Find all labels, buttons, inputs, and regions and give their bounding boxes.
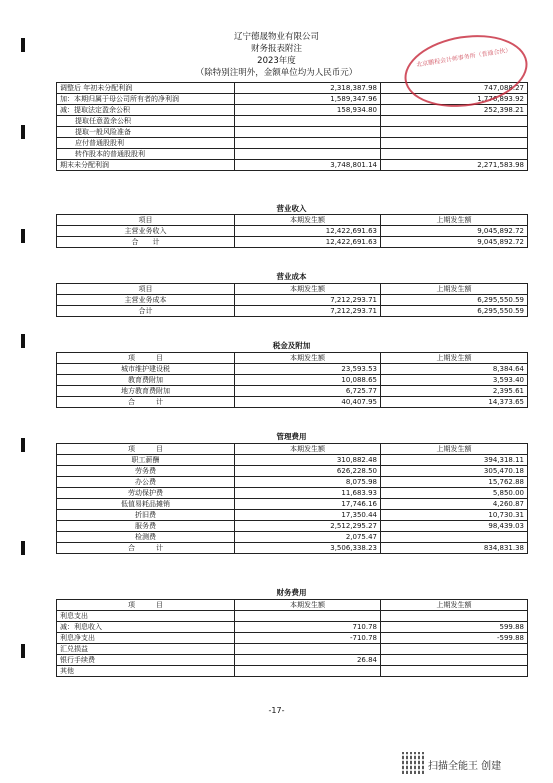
- binding-mark: [21, 541, 25, 555]
- row-label: 地方教育费附加: [57, 386, 235, 397]
- table-row: [57, 510, 528, 521]
- cost-table: [56, 283, 528, 317]
- table-row: [57, 138, 528, 149]
- column-header-prior: 上期发生额: [381, 284, 528, 295]
- table-header-row: [57, 353, 528, 364]
- section-title-tax: 税金及附加: [272, 341, 311, 350]
- table-row: [57, 666, 528, 677]
- current-amount: 7,212,293.71: [235, 295, 381, 306]
- column-header-prior: 上期发生额: [381, 353, 528, 364]
- row-label: 减：提取法定盈余公积: [57, 105, 235, 116]
- column-header-current: 本期发生额: [235, 600, 381, 611]
- row-label: 低值易耗品摊销: [57, 499, 235, 510]
- current-amount: 2,318,387.98: [235, 83, 381, 94]
- current-amount: 1,589,347.96: [235, 94, 381, 105]
- current-amount: 8,075.98: [235, 477, 381, 488]
- table-row: [57, 455, 528, 466]
- row-label: 办公费: [57, 477, 235, 488]
- current-amount: [235, 644, 381, 655]
- binding-mark: [21, 334, 25, 348]
- tax-table: [56, 352, 528, 408]
- prior-amount: [381, 666, 528, 677]
- current-amount: 3,748,801.14: [235, 160, 381, 171]
- current-amount: 12,422,691.63: [235, 226, 381, 237]
- current-amount: 6,725.77: [235, 386, 381, 397]
- column-header-current: 本期发生额: [235, 444, 381, 455]
- company-name: 辽宁德晟物业有限公司: [233, 32, 319, 42]
- seal-text: 北京鹏程会计师事务所（普通合伙）: [415, 46, 512, 69]
- current-amount: 17,746.16: [235, 499, 381, 510]
- report-year: 2023年度: [257, 56, 296, 66]
- current-amount: 626,228.50: [235, 466, 381, 477]
- column-header-prior: 上期发生额: [381, 600, 528, 611]
- table-row: [57, 386, 528, 397]
- revenue-table: [56, 214, 528, 248]
- prior-amount: 5,850.00: [381, 488, 528, 499]
- page-number: -17-: [268, 706, 285, 715]
- current-amount: 310,882.48: [235, 455, 381, 466]
- row-label: 劳务费: [57, 466, 235, 477]
- table-row: [57, 655, 528, 666]
- row-label: 提取一般风险准备: [57, 127, 235, 138]
- prior-amount: [381, 655, 528, 666]
- current-amount: -710.78: [235, 633, 381, 644]
- prior-amount: 9,045,892.72: [381, 237, 528, 248]
- prior-amount: [381, 116, 528, 127]
- column-header-current: 本期发生额: [235, 284, 381, 295]
- current-amount: [235, 138, 381, 149]
- row-label: 合 计: [57, 397, 235, 408]
- prior-amount: -599.88: [381, 633, 528, 644]
- prior-amount: [381, 611, 528, 622]
- table-row: [57, 116, 528, 127]
- row-label: 提取任意盈余公积: [57, 116, 235, 127]
- document-title: 财务报表附注: [250, 44, 302, 54]
- table-header-row: [57, 284, 528, 295]
- prior-amount: 599.88: [381, 622, 528, 633]
- column-header-item: 项目: [57, 215, 235, 226]
- row-label: 合计: [57, 306, 235, 317]
- watermark-text: 扫描全能王 创建: [428, 761, 502, 772]
- row-label: 其他: [57, 666, 235, 677]
- table-row: [57, 622, 528, 633]
- prior-amount: 14,373.65: [381, 397, 528, 408]
- current-amount: [235, 127, 381, 138]
- table-row: [57, 226, 528, 237]
- row-label: 利息支出: [57, 611, 235, 622]
- prior-amount: 747,088.27: [381, 83, 528, 94]
- prior-amount: 10,730.31: [381, 510, 528, 521]
- prior-amount: 1,776,893.92: [381, 94, 528, 105]
- table-row: [57, 306, 528, 317]
- row-label: 折旧费: [57, 510, 235, 521]
- prior-amount: 252,398.21: [381, 105, 528, 116]
- column-header-prior: 上期发生额: [381, 444, 528, 455]
- table-row: [57, 532, 528, 543]
- current-amount: 710.78: [235, 622, 381, 633]
- binding-mark: [21, 125, 25, 139]
- binding-mark: [21, 438, 25, 452]
- column-header-current: 本期发生额: [235, 353, 381, 364]
- row-label: 应付普通股股利: [57, 138, 235, 149]
- table-row: [57, 364, 528, 375]
- current-amount: [235, 666, 381, 677]
- column-header-item: 项 目: [57, 353, 235, 364]
- table-row: [57, 521, 528, 532]
- prior-amount: 2,271,583.98: [381, 160, 528, 171]
- column-header-item: 项 目: [57, 600, 235, 611]
- row-label: 主营业务成本: [57, 295, 235, 306]
- row-label: 减：利息收入: [57, 622, 235, 633]
- current-amount: 2,512,295.27: [235, 521, 381, 532]
- current-amount: 158,934.80: [235, 105, 381, 116]
- row-label: 检测费: [57, 532, 235, 543]
- row-label: 银行手续费: [57, 655, 235, 666]
- prior-amount: 6,295,550.59: [381, 306, 528, 317]
- current-amount: 17,350.44: [235, 510, 381, 521]
- current-amount: [235, 149, 381, 160]
- table-row: [57, 543, 528, 554]
- row-label: 教育费附加: [57, 375, 235, 386]
- table-header-row: [57, 444, 528, 455]
- table-row: [57, 633, 528, 644]
- row-label: 期末未分配利润: [57, 160, 235, 171]
- table-row: [57, 499, 528, 510]
- prior-amount: 4,260.87: [381, 499, 528, 510]
- finance-expense-table: [56, 599, 528, 677]
- prior-amount: [381, 149, 528, 160]
- row-label: 合 计: [57, 543, 235, 554]
- column-header-item: 项 目: [57, 444, 235, 455]
- current-amount: 12,422,691.63: [235, 237, 381, 248]
- scanner-watermark: [402, 752, 548, 774]
- admin-expense-table: [56, 443, 528, 554]
- prior-amount: [381, 138, 528, 149]
- prior-amount: [381, 127, 528, 138]
- prior-amount: 98,439.03: [381, 521, 528, 532]
- prior-amount: 6,295,550.59: [381, 295, 528, 306]
- prior-amount: 834,831.38: [381, 543, 528, 554]
- row-label: 职工薪酬: [57, 455, 235, 466]
- current-amount: 10,088.65: [235, 375, 381, 386]
- column-header-prior: 上期发生额: [381, 215, 528, 226]
- current-amount: 3,506,338.23: [235, 543, 381, 554]
- prior-amount: [381, 644, 528, 655]
- current-amount: 11,683.93: [235, 488, 381, 499]
- prior-amount: 15,762.88: [381, 477, 528, 488]
- current-amount: 2,075.47: [235, 532, 381, 543]
- section-title-revenue: 营业收入: [276, 204, 307, 213]
- prior-amount: 9,045,892.72: [381, 226, 528, 237]
- table-row: [57, 611, 528, 622]
- prior-amount: 3,593.40: [381, 375, 528, 386]
- row-label: 汇兑损益: [57, 644, 235, 655]
- table-header-row: [57, 215, 528, 226]
- section-title-finance: 财务费用: [276, 588, 307, 597]
- column-header-current: 本期发生额: [235, 215, 381, 226]
- prior-amount: 305,470.18: [381, 466, 528, 477]
- unit-note: （除特别注明外，金额单位均为人民币元）: [195, 68, 358, 78]
- prior-amount: 8,384.64: [381, 364, 528, 375]
- current-amount: 26.84: [235, 655, 381, 666]
- table-row: [57, 466, 528, 477]
- current-amount: 7,212,293.71: [235, 306, 381, 317]
- table-row: [57, 295, 528, 306]
- row-label: 调整后 年初未分配利润: [57, 83, 235, 94]
- table-row: [57, 149, 528, 160]
- current-amount: 40,407.95: [235, 397, 381, 408]
- table-row: [57, 397, 528, 408]
- row-label: 城市维护建设税: [57, 364, 235, 375]
- prior-amount: [381, 532, 528, 543]
- binding-mark: [21, 229, 25, 243]
- table-row: [57, 375, 528, 386]
- row-label: 合 计: [57, 237, 235, 248]
- table-row: [57, 237, 528, 248]
- prior-amount: 394,318.11: [381, 455, 528, 466]
- row-label: 加：本期归属于母公司所有者的净利润: [57, 94, 235, 105]
- qr-code-overlay: [402, 752, 424, 774]
- section-title-cost: 营业成本: [276, 272, 307, 281]
- row-label: 劳动保护费: [57, 488, 235, 499]
- table-row: [57, 127, 528, 138]
- row-label: 转作股本的普通股股利: [57, 149, 235, 160]
- binding-mark: [21, 644, 25, 658]
- row-label: 利息净支出: [57, 633, 235, 644]
- current-amount: 23,593.53: [235, 364, 381, 375]
- table-row: [57, 160, 528, 171]
- column-header-item: 项目: [57, 284, 235, 295]
- current-amount: [235, 611, 381, 622]
- row-label: 主营业务收入: [57, 226, 235, 237]
- table-row: [57, 488, 528, 499]
- table-row: [57, 477, 528, 488]
- current-amount: [235, 116, 381, 127]
- prior-amount: 2,395.61: [381, 386, 528, 397]
- table-row: [57, 644, 528, 655]
- row-label: 服务费: [57, 521, 235, 532]
- table-header-row: [57, 600, 528, 611]
- section-title-admin: 管理费用: [276, 432, 307, 441]
